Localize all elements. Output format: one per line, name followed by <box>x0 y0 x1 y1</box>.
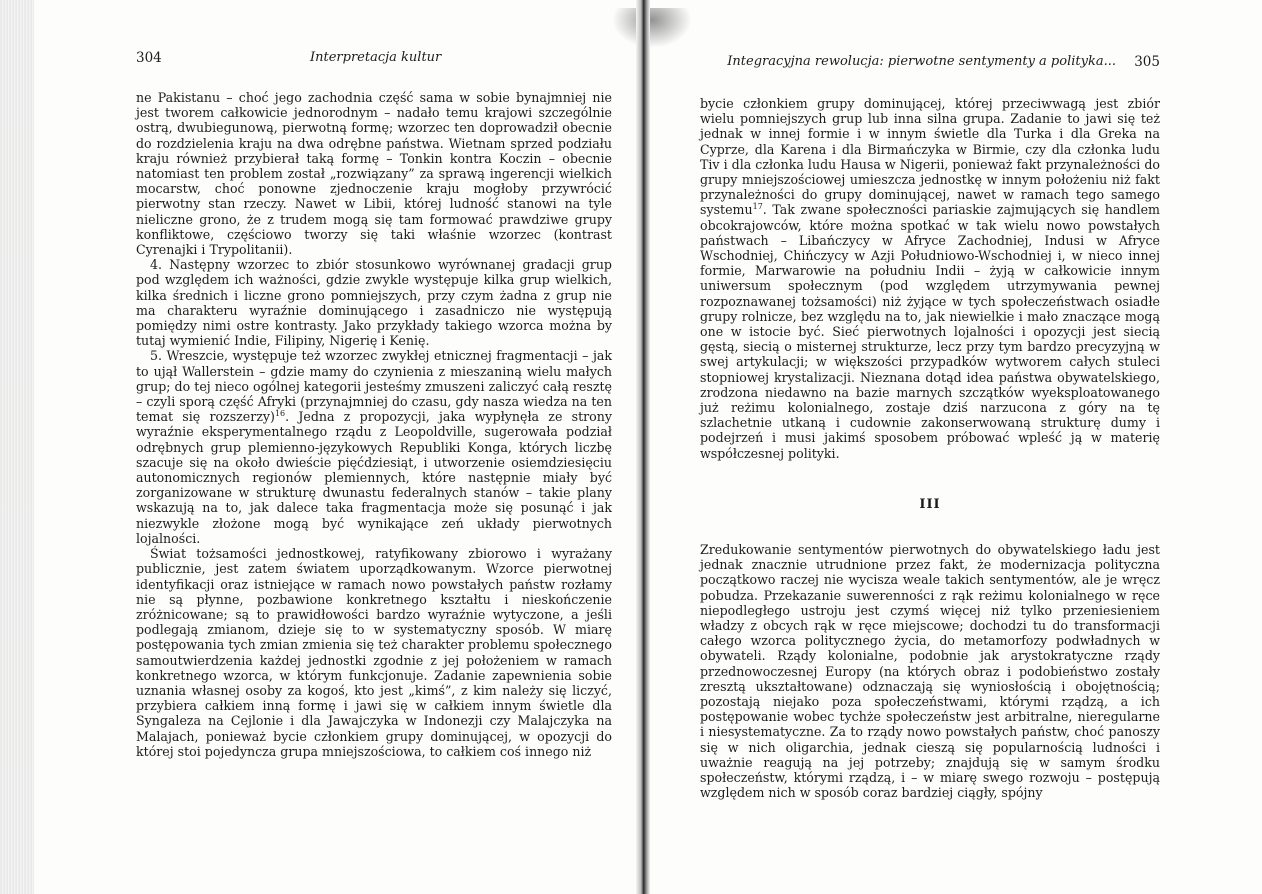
right-page-body-top <box>700 96 1160 461</box>
paragraph: Świat tożsamości jednostkowej, ratyfikowany zbiorowo i wyrażany publicznie, jest zatem światem uporządkowanym. Wzorce pierwotnej identyfikacji oraz istniejące w ramach nowo powstałych państw rozłamy nie są płynne, pozbawione konkretnego kształtu i nieskończenie zróżnicowane; są to prawidłowości bardzo wyraźnie wytyczone, a jeśli podlegają zmianom, dzieje się to w systematyczny sposób. W miarę postępowania tych zmian zmienia się też charakter problemu społecznego samoutwierdzenia każdej jednostki zgodnie z jej położeniem w ramach konkretnego wzorca, w którym funkcjonuje. Zadanie zapewnienia sobie uznania własnej osoby za kogoś, kto jest „kimś”, z kim należy się liczyć, przybiera całkiem inną formę i jawi się w całkiem innym świetle dla Syngaleza na Cejlonie i dla Jawajczyka w Indonezji czy Malajczyka na Malajach, ponieważ bycie członkiem grupy dominującej, w opozycji do której stoi pojedyncza grupa mniejszościowa, to całkiem coś innego niż <box>136 546 612 759</box>
paragraph-text: . Jedna z propozycji, jaka wypłynęła ze strony wyraźnie eksperymentalnego rządu z Leopoldville, sugerowała podział odrębnych grup plemienno-językowych Republiki Konga, których liczbę szacuje się na około dwieście pięćdziesiąt, i utworzenie osiemdziesięciu autonomicznych regionów plemiennych, które następnie miały być zorganizowane w strukturę dwunastu federalnych stanów – takie plany wskazują na to, jak dalece taka fragmentacja może się posunąć i jak niezwykle złożone mogą być wynikające zeń układy pierwotnych lojalności. <box>136 409 612 546</box>
running-header: Interpretacja kultur <box>310 50 442 65</box>
page-number: 304 <box>136 50 162 66</box>
footnote-reference: 16 <box>274 409 286 419</box>
page-edge-shadow <box>0 0 34 894</box>
paragraph: 4. Następny wzorzec to zbiór stosunkowo wyrównanej gradacji grup pod względem ich ważności, gdzie zwykle występuje kilka grup wielkich, kilka średnich i liczne grono pomniejszych, przy czym żadna z grup nie ma charakteru wyraźnie dominującego i zasadniczo nie występują pomiędzy nimi ostre kontrasty. Jako przykłady takiego wzorca można by tutaj wymienić Indie, Filipiny, Nigerię i Kenię. <box>136 257 612 349</box>
right-page-body-bottom <box>700 542 1160 800</box>
page-number: 305 <box>1134 54 1160 70</box>
section-heading: III <box>919 497 941 512</box>
paragraph: ne Pakistanu – choć jego zachodnia część sama w sobie bynajmniej nie jest tworem całkowicie jednorodnym – nadało temu krajowi szczególnie ostrą, dwubiegunową, pierwotną formę; wzorzec ten doprowadził obecnie do rozdzielenia kraju na dwa odrębne państwa. Wietnam sprzed podziału kraju również przybierał taką formę – Tonkin kontra Koczin – obecnie natomiast ten problem został „rozwiązany” za sprawą ingerencji wielkich mocarstw, choć ponowne zjednoczenie kraju mogłoby przywrócić pierwotny stan rzeczy. Nawet w Libii, której ludność stanowi na tyle nieliczne grono, że z trudem mogą się tam formować prawdziwe grupy konfliktowe, częściowo tworzy się taki właśnie wzorzec (kontrast Cyrenajki i Trypolitanii). <box>136 90 612 258</box>
paragraph <box>700 96 1160 461</box>
running-header: Integracyjna rewolucja: pierwotne sentymenty a polityka... <box>727 54 1116 69</box>
book-gutter <box>636 0 650 894</box>
paragraph <box>136 348 612 546</box>
right-page-header <box>700 50 1160 70</box>
right-page <box>700 0 1160 894</box>
left-page <box>136 0 612 894</box>
paragraph-text: . Tak zwane społeczności pariaskie zajmujących się handlem obcokrajowców, które można spotkać w tak wielu nowo powstałych państwach – Libańczycy w Afryce Zachodniej, Indusi w Afryce Wschodniej, Chińczycy w Azji Południowo-Wschodniej i, w nieco innej formie, Marwarowie na południu Indii – żyją w całkowicie innym uniwersum społecznym (pod względem utrzymywania pewnej rozpoznawanej tożsamości) niż żyjące w tych społeczeństwach osiadłe grupy rolnicze, bez względu na to, jak niewielkie i mało znaczące mogą one w istocie być. Sieć pierwotnych lojalności i opozycji jest siecią gęstą, siecią o misternej strukturze, lecz przy tym bardzo precyzyjną w swej artykulacji; w większości przypadków wytworem całych stuleci stopniowej krystalizacji. Nieznana dotąd idea państwa obywatelskiego, zrodzona niedawno na bazie marnych szczątków wyeksploatowanego już reżimu kolonialnego, zostaje dziś narzucona z góry na tę szlachetnie utkaną i cudownie zakonserwowaną strukturę dumy i podejrzeń i musi jakimś sposobem próbować wpleść ją w materię współczesnej polityki. <box>700 202 1160 461</box>
left-page-header <box>136 50 612 70</box>
paragraph-text: bycie członkiem grupy dominującej, której przeciwwagą jest zbiór wielu pomniejszych grup lub inna silna grupa. Zadanie to jawi się też jednak w innej formie i w innym świetle dla Turka i dla Greka na Cyprze, dla Karena i dla Birmańczyka w Birmie, czy dla członka ludu Tiv i dla członka ludu Hausa w Nigerii, ponieważ fakt przynależności do grupy mniejszościowej umieszcza jednostkę w innym położeniu niż fakt przynależności do grupy dominującej, nawet w ramach tego samego systemu <box>700 96 1160 218</box>
paragraph: Zredukowanie sentymentów pierwotnych do obywatelskiego ładu jest jednak znacznie utrudnione przez fakt, że modernizacja polityczna początkowo raczej nie wycisza weale takich sentymentów, ale je wręcz pobudza. Przekazanie suwerenności z rąk reżimu kolonialnego w ręce niepodległego ustroju jest czymś więcej niż tylko przeniesieniem władzy z obcych rąk w ręce miejscowe; dochodzi tu do transformacji całego wzorca politycznego życia, do metamorfozy podwładnych w obywateli. Rządy kolonialne, podobnie jak arystokratyczne rządy przednowoczesnej Europy (na których obraz i podobieństwo zostały zresztą ukształtowane) odznaczają się wyniosłością i obojętnością; pozostają niejako poza społeczeństwami, którymi rządzą, a ich postępowanie wobec tychże społeczeństw jest arbitralne, nieregularne i niesystematyczne. Za to rządy nowo powstałych państw, choć panoszy się w nich oligarchia, jednak cieszą się popularnością ludności i uważnie reagują na jej potrzeby; znajdują się w samym środku społeczeństw, którymi rządzą, i – w miarę swego rozwoju – postępują względem nich w sposób coraz bardziej ciągły, spójny <box>700 542 1160 801</box>
left-page-body <box>136 90 612 759</box>
binding-shadow <box>612 8 692 48</box>
footnote-reference: 17 <box>752 202 763 212</box>
paragraph-text: 5. Wreszcie, występuje też wzorzec zwykłej etnicznej fragmentacji – jak to ujął Wallerstein – gdzie mamy do czynienia z mieszaniną wielu małych grup; do tej nieco ogólnej kategorii jesteśmy zmuszeni zaliczyć całą resztę – czyli sporą część Afryki (przynajmniej do czasu, gdy nasza wiedza na ten temat się rozszerzy) <box>136 348 612 425</box>
